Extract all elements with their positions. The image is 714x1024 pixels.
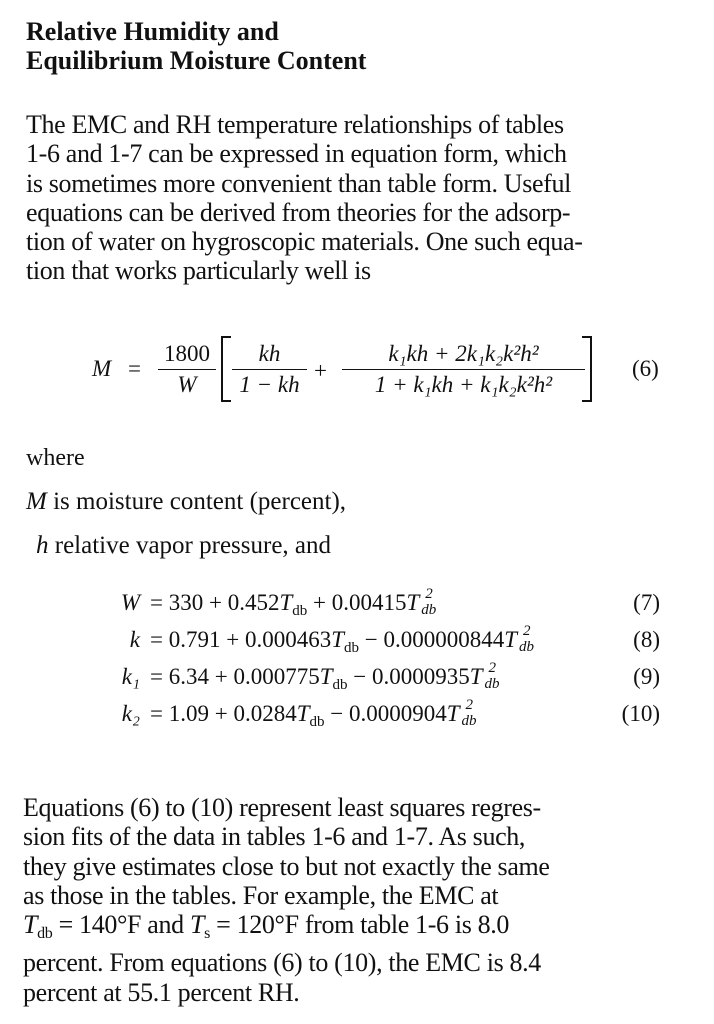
t-symbol: T bbox=[23, 910, 38, 940]
eq6-term1-denominator: 1 − kh bbox=[239, 372, 300, 397]
closing-line-with-symbols bbox=[23, 910, 550, 948]
equation-6 bbox=[0, 336, 714, 406]
equation-9 bbox=[0, 660, 714, 694]
equation-10 bbox=[0, 697, 714, 731]
tdb-squared bbox=[446, 697, 484, 729]
eq-quadratic-coef: − 0.0000904 bbox=[324, 701, 447, 726]
tdb-t: T bbox=[319, 664, 333, 689]
tdb-sub: db bbox=[484, 676, 500, 692]
t-subscript-db: db bbox=[37, 925, 53, 943]
eq6-coef-denominator: W bbox=[177, 372, 197, 397]
eq6-term1-fraction bbox=[232, 340, 307, 399]
closing-line: as those in the tables. For example, the EMC at bbox=[23, 880, 499, 910]
eq-quadratic-coef: + 0.00415 bbox=[307, 590, 407, 615]
tdb-exponent: 2 bbox=[488, 660, 497, 676]
tdb-sub: db bbox=[461, 713, 477, 729]
eq6-coefficient-fraction bbox=[158, 340, 216, 399]
eq6-term2-fraction bbox=[342, 340, 585, 399]
eq-number: (10) bbox=[621, 701, 660, 726]
tdb-t: T bbox=[279, 590, 293, 615]
t-subscript-s: s bbox=[204, 925, 210, 943]
intro-line: is sometimes more convenient than table form. Useful bbox=[26, 168, 571, 198]
eq-lhs: k₂ bbox=[121, 701, 140, 726]
closing-text: = 120°F from table 1-6 is 8.0 bbox=[209, 910, 510, 940]
tdb-squared bbox=[469, 660, 507, 692]
tdb-sub: db bbox=[332, 677, 348, 693]
left-bracket bbox=[221, 336, 231, 402]
fraction-bar bbox=[158, 369, 216, 370]
tdb-symbol bbox=[319, 664, 348, 693]
eq6-term2-denominator: 1 + k₁kh + k₁k₂k²h² bbox=[374, 372, 553, 397]
sup-sub-stack bbox=[483, 660, 507, 692]
eq-quadratic-coef: − 0.000000844 bbox=[359, 627, 505, 652]
definition-h-text: relative vapor pressure, and bbox=[48, 532, 332, 559]
closing-text: = 140°F and bbox=[52, 910, 190, 940]
fraction-bar bbox=[342, 369, 585, 370]
eq-rhs bbox=[150, 586, 443, 620]
eq-constant: = 0.791 + 0.000463 bbox=[150, 627, 332, 652]
equation-8 bbox=[0, 623, 714, 657]
eq-quadratic-coef: − 0.0000935 bbox=[347, 664, 470, 689]
tdb-symbol bbox=[296, 701, 325, 730]
eq-number: (7) bbox=[633, 590, 660, 615]
sup-sub-stack bbox=[419, 586, 443, 618]
tdb-symbol bbox=[279, 590, 308, 619]
tdb-sub: db bbox=[421, 602, 437, 618]
tdb-t: T bbox=[504, 627, 518, 652]
eq-number: (9) bbox=[633, 664, 660, 689]
eq6-equals: = bbox=[128, 356, 141, 381]
closing-line: they give estimates close to but not exactly the same bbox=[23, 851, 550, 881]
eq6-number: (6) bbox=[632, 356, 659, 381]
eq-number: (8) bbox=[633, 627, 660, 652]
eq6-coef-numerator: 1800 bbox=[164, 341, 210, 366]
tdb-sub: db bbox=[344, 640, 359, 656]
symbol-h: h bbox=[36, 532, 49, 559]
right-bracket bbox=[582, 336, 592, 402]
closing-line: percent at 55.1 percent RH. bbox=[23, 977, 300, 1007]
eq-rhs bbox=[150, 623, 541, 657]
eq-lhs: k₁ bbox=[121, 664, 140, 689]
symbol-m: M bbox=[26, 488, 47, 515]
sup-sub-stack bbox=[460, 697, 484, 729]
intro-line: tion that works particularly well is bbox=[26, 256, 371, 286]
tdb-t: T bbox=[446, 701, 460, 726]
definition-h bbox=[36, 532, 331, 560]
tdb-sub: db bbox=[519, 639, 535, 655]
eq-lhs: W bbox=[120, 590, 140, 615]
closing-paragraph bbox=[23, 793, 550, 1007]
eq-constant: = 1.09 + 0.0284 bbox=[150, 701, 297, 726]
intro-line: The EMC and RH temperature relationships of tables bbox=[26, 110, 564, 139]
eq6-lhs: M bbox=[92, 356, 112, 381]
eq-constant: = 6.34 + 0.000775 bbox=[150, 664, 320, 689]
intro-line: tion of water on hygroscopic materials. One such equa- bbox=[26, 227, 583, 257]
eq-rhs bbox=[150, 660, 507, 694]
tdb-t: T bbox=[406, 590, 420, 615]
tdb-sub: db bbox=[309, 714, 325, 730]
eq-lhs: k bbox=[129, 627, 140, 652]
closing-line: percent. From equations (6) to (10), the EMC is 8.4 bbox=[23, 948, 541, 978]
eq-constant: = 330 + 0.452 bbox=[150, 590, 280, 615]
tdb-squared bbox=[406, 586, 443, 618]
where-label: where bbox=[26, 445, 85, 471]
eq-rhs bbox=[150, 697, 484, 731]
intro-line: 1-6 and 1-7 can be expressed in equation form, which bbox=[26, 139, 567, 169]
intro-line: equations can be derived from theories for the adsorp- bbox=[26, 197, 571, 227]
equation-7 bbox=[0, 586, 714, 620]
tdb-t: T bbox=[296, 701, 310, 726]
definition-m bbox=[26, 488, 346, 516]
tdb-symbol bbox=[331, 627, 359, 656]
fraction-bar bbox=[232, 369, 307, 370]
tdb-t: T bbox=[469, 664, 483, 689]
tdb-exponent: 2 bbox=[465, 697, 474, 713]
tdb-exponent: 2 bbox=[523, 623, 531, 639]
sup-sub-stack bbox=[517, 623, 541, 655]
closing-line: Equations (6) to (10) represent least squares regres- bbox=[23, 793, 541, 822]
section-heading bbox=[26, 17, 366, 75]
tdb-squared bbox=[504, 623, 541, 655]
t-symbol: T bbox=[189, 910, 205, 940]
definition-m-text: is moisture content (percent), bbox=[46, 488, 347, 515]
closing-line: sion fits of the data in tables 1-6 and 1-7. As such, bbox=[23, 822, 526, 852]
eq6-term2-numerator: k₁kh + 2k₁k₂k²h² bbox=[388, 341, 539, 366]
tdb-t: T bbox=[331, 627, 344, 652]
tdb-exponent: 2 bbox=[425, 586, 433, 602]
tdb-sub: db bbox=[292, 603, 308, 619]
heading-line-1: Relative Humidity and bbox=[26, 17, 279, 46]
heading-line-2: Equilibrium Moisture Content bbox=[26, 46, 367, 75]
eq6-term1-numerator: kh bbox=[258, 341, 281, 366]
eq6-plus: + bbox=[314, 358, 327, 383]
intro-paragraph bbox=[26, 110, 583, 286]
